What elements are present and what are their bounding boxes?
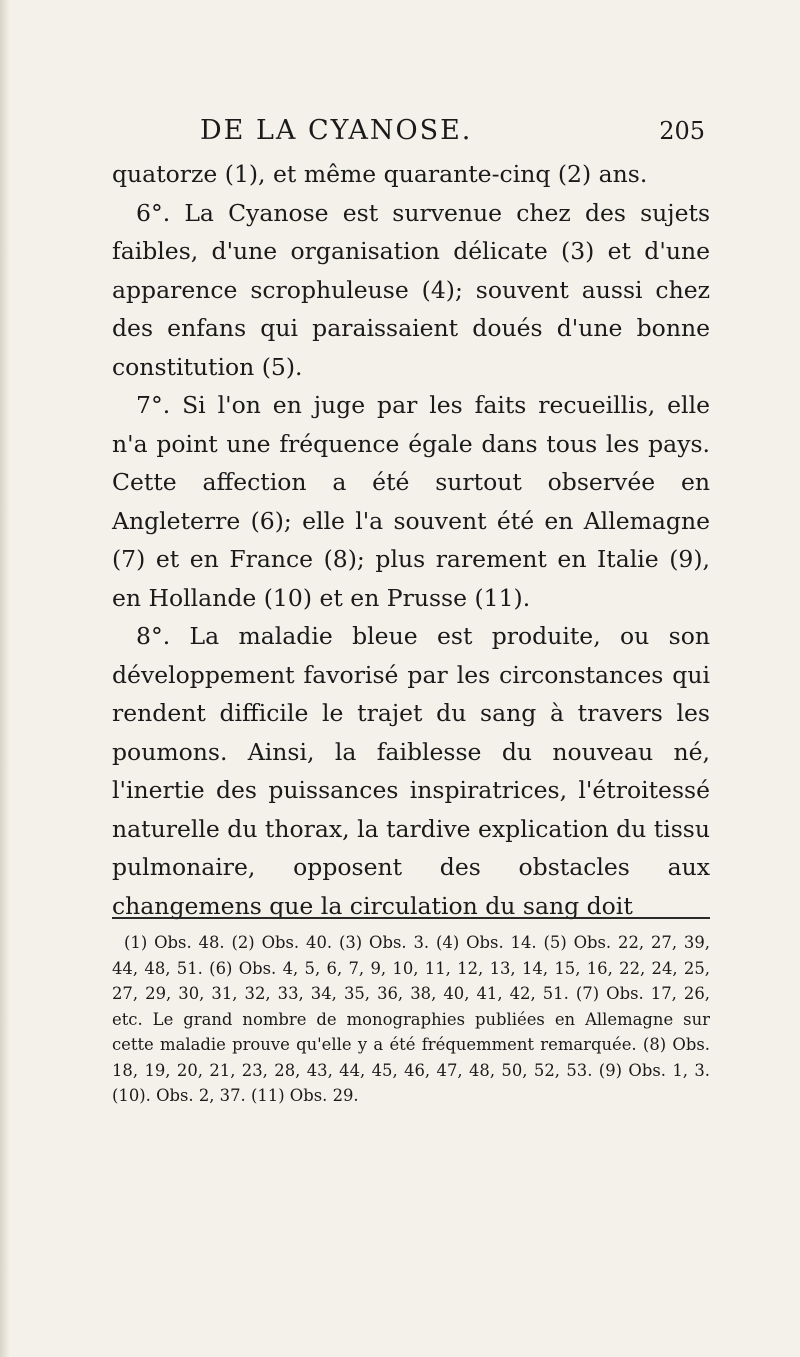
main-text <box>112 155 710 925</box>
footnote-text: (1) Obs. 48. (2) Obs. 40. (3) Obs. 3. (4) Obs. 14. (5) Obs. 22, 27, 39, 44, 48, 51. (6) Obs. 4, 5, 6, 7, 9, 10, 11, 12, 13, 14, 15, 16, 22, 24, 25, 27, 29, 30, 31, 32, 33, 34, 35, 36, 38, 40, 41, 42, 51. (7) Obs. 17, 26, etc. Le grand nombre de monographies publiées en Allemagne sur cette maladie prouve qu'elle y a été fréquemment remarquée. (8) Obs. 18, 19, 20, 21, 23, 28, 43, 44, 45, 46, 47, 48, 50, 52, 53. (9) Obs. 1, 3. (10). Obs. 2, 37. (11) Obs. 29. <box>112 933 710 1105</box>
page-number: 205 <box>659 117 705 145</box>
footnote-divider <box>112 917 710 919</box>
running-title: DE LA CYANOSE. <box>200 115 473 146</box>
footnotes <box>112 930 710 1109</box>
paragraph-6: 6°. La Cyanose est survenue chez des sujets faibles, d'une organisation délicate (3) et d'une apparence scrophuleuse (4); souvent aussi chez des enfans qui paraissaient doués d'une bonne constitution (5). <box>112 198 710 381</box>
page-edge <box>0 0 10 1357</box>
page-header <box>105 115 705 151</box>
paragraph-8: 8°. La maladie bleue est produite, ou son développement favorisé par les circonstances qui rendent difficile le trajet du sang à travers les poumons. Ainsi, la faiblesse du nouveau né, l'inertie des puissances inspiratrices, l'étroitessé naturelle du thorax, la tardive explication du tissu pulmonaire, opposent des obstacles aux changemens que la circulation du sang doit <box>112 622 710 920</box>
paragraph-continuation: quatorze (1), et même quarante-cinq (2) ans. <box>112 160 648 188</box>
paragraph-7: 7°. Si l'on en juge par les faits recueillis, elle n'a point une fréquence égale dans tous les pays. Cette affection a été surtout observée en Angleterre (6); elle l'a souvent été en Allemagne (7) et en France (8); plus rarement en Italie (9), en Hollande (10) et en Prusse (11). <box>112 391 710 612</box>
